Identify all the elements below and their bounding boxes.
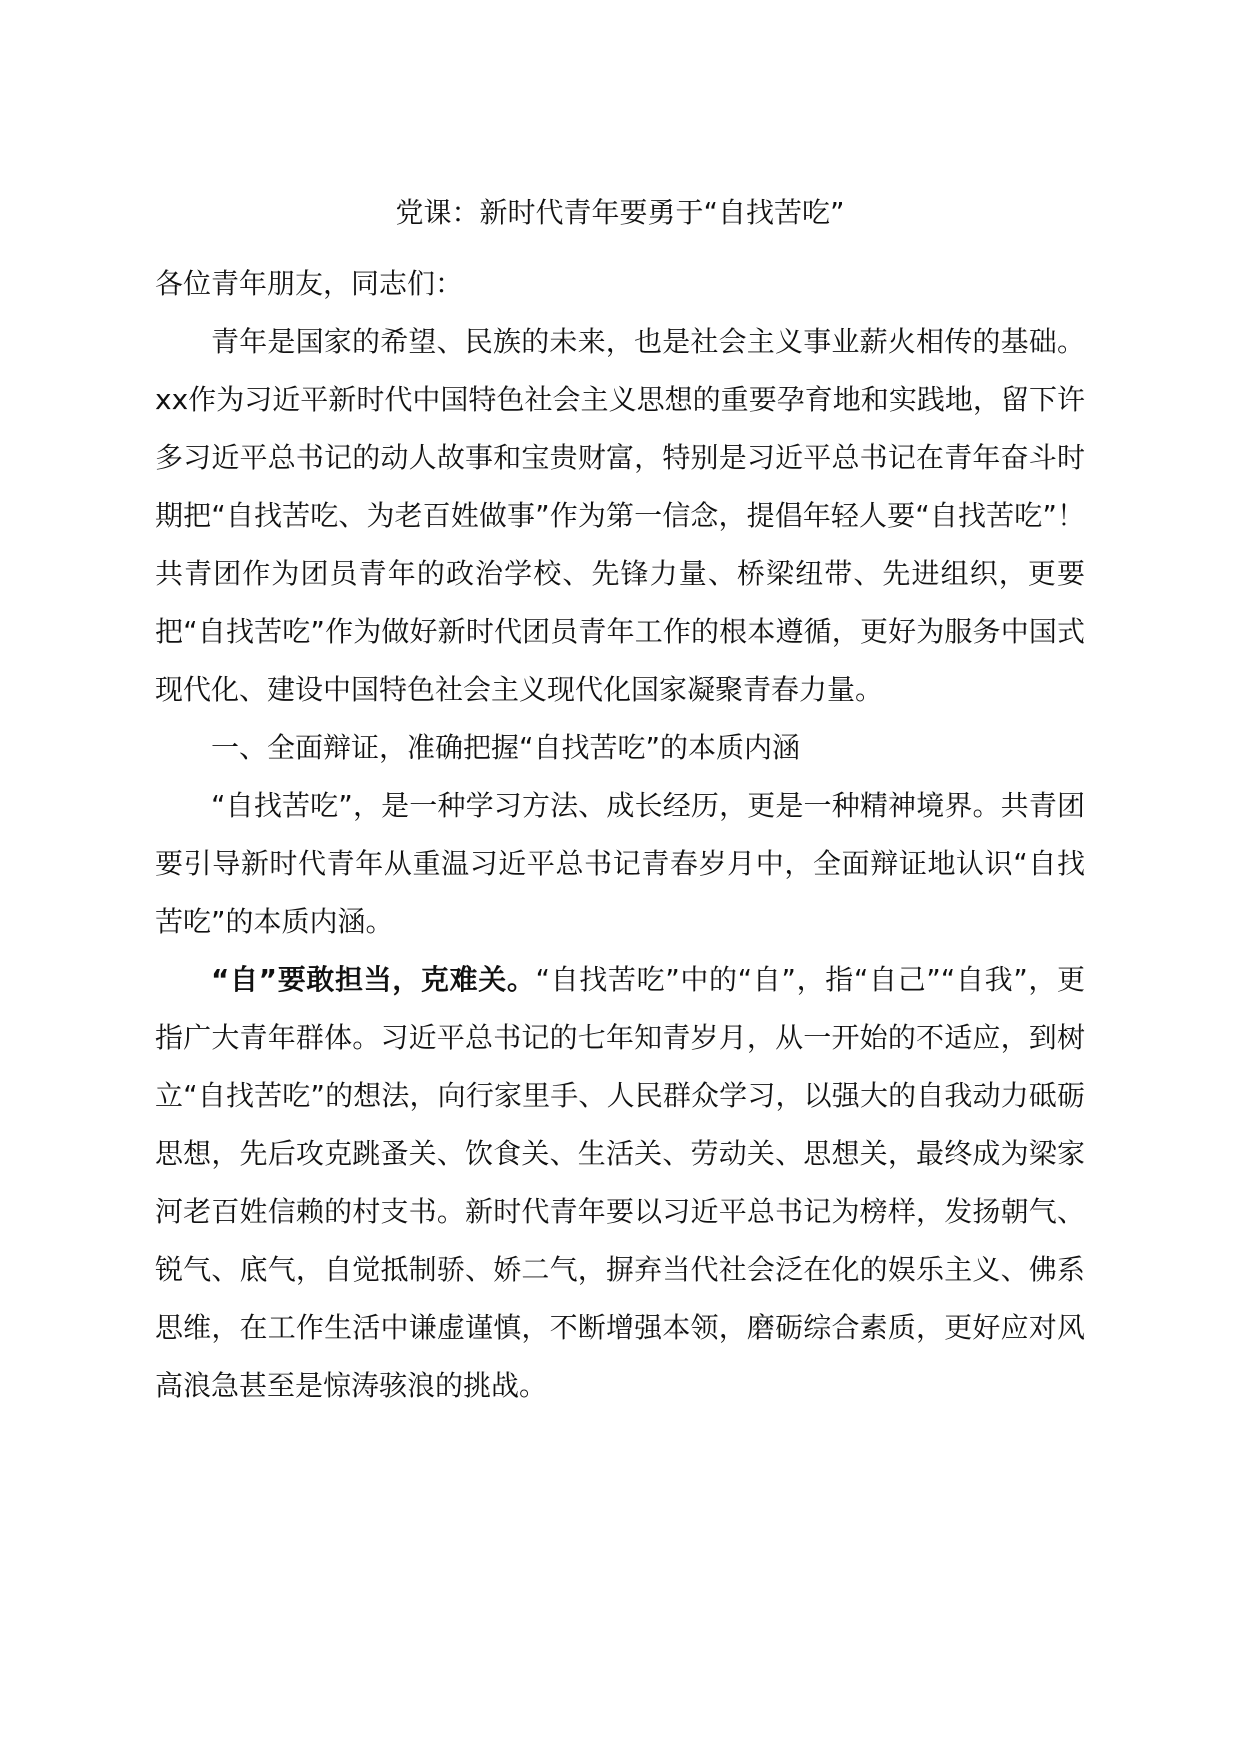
document-title: 党课：新时代青年要勇于“自找苦吃” [395,196,845,229]
paragraph-zi [155,951,1085,1415]
paragraph-section-1-intro: “自找苦吃”，是一种学习方法、成长经历，更是一种精神境界。共青团要引导新时代青年从重温习近平总书记青春岁月中，全面辩证地认识“自找苦吃”的本质内涵。 [155,789,1085,938]
paragraph-zi-text: “自找苦吃”中的“自”，指“自己”“自我”，更指广大青年群体。习近平总书记的七年知青岁月，从一开始的不适应，到树立“自找苦吃”的想法，向行家里手、人民群众学习，以强大的自我动力砥砺思想，先后攻克跳蚤关、饮食关、生活关、劳动关、思想关，最终成为梁家河老百姓信赖的村支书。新时代青年要以习近平总书记为榜样，发扬朝气、锐气、底气，自觉抵制骄、娇二气，摒弃当代社会泛在化的娱乐主义、佛系思维，在工作生活中谦虚谨慎，不断增强本领，磨砺综合素质，更好应对风高浪急甚至是惊涛骇浪的挑战。 [155,963,1085,1402]
section-heading-1: 一、全面辩证，准确把握“自找苦吃”的本质内涵 [211,731,801,764]
document-body [155,255,1085,1415]
paragraph-intro: 青年是国家的希望、民族的未来，也是社会主义事业薪火相传的基础。xx作为习近平新时代中国特色社会主义思想的重要孕育地和实践地，留下许多习近平总书记的动人故事和宝贵财富，特别是习近平总书记在青年奋斗时期把“自找苦吃、为老百姓做事”作为第一信念，提倡年轻人要“自找苦吃”！共青团作为团员青年的政治学校、先锋力量、桥梁纽带、先进组织，更要把“自找苦吃”作为做好新时代团员青年工作的根本遵循，更好为服务中国式现代化、建设中国特色社会主义现代化国家凝聚青春力量。 [155,325,1085,706]
salutation: 各位青年朋友，同志们： [155,267,464,300]
paragraph-zi-bold-lead: “自”要敢担当，克难关。 [211,963,536,996]
